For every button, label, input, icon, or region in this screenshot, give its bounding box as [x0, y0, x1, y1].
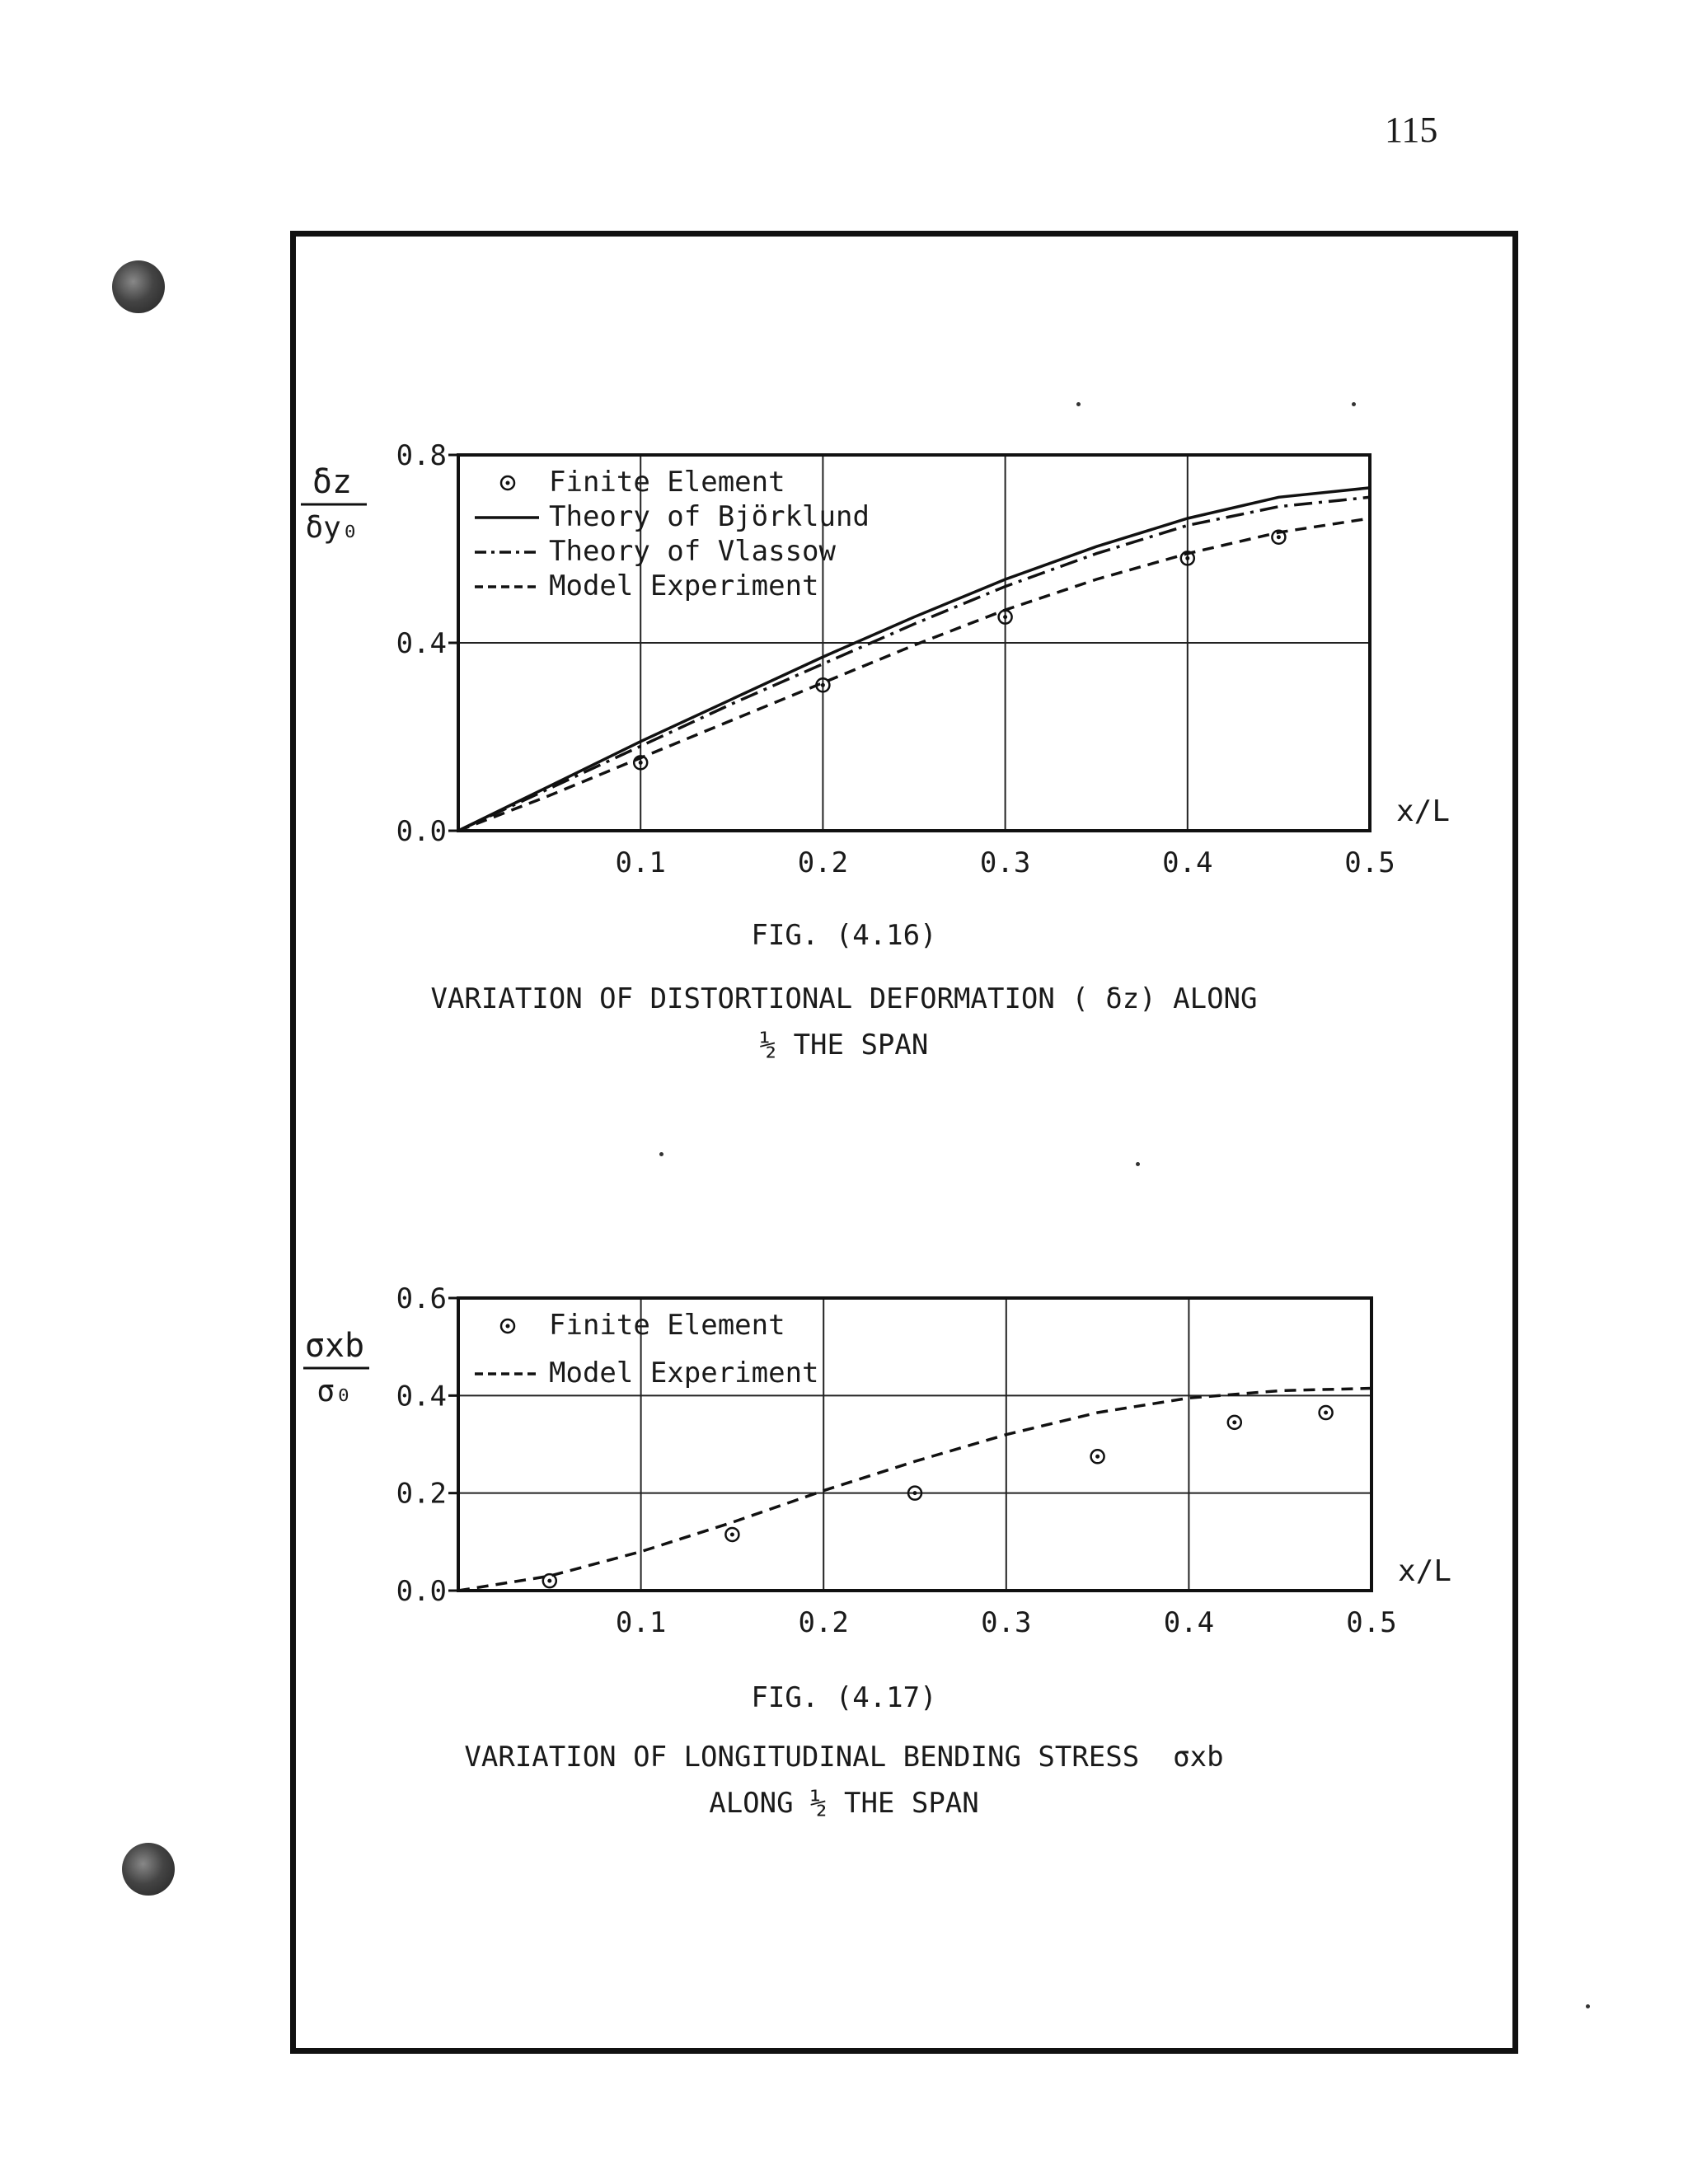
x-tick-label: 0.2: [798, 1606, 849, 1639]
y-tick-label: 0.4: [396, 1380, 447, 1413]
y-tick-label: 0.0: [396, 1575, 447, 1608]
fig-4-16-label: FIG. (4.16): [751, 919, 937, 952]
x-tick-label: 0.3: [979, 846, 1031, 879]
fig-4-17-label: FIG. (4.17): [751, 1681, 937, 1714]
legend-label: Theory of Björklund: [549, 500, 870, 533]
page-number: 115: [1385, 110, 1438, 150]
finite-element-point-center: [913, 1491, 917, 1495]
legend-label: Finite Element: [549, 466, 785, 499]
legend-marker-center: [506, 1324, 510, 1329]
finite-element-point-center: [1232, 1420, 1236, 1424]
y-tick-label: 0.0: [396, 815, 447, 848]
x-tick-label: 0.5: [1344, 846, 1395, 879]
x-axis-label: x/L: [1396, 794, 1451, 828]
legend-label: Finite Element: [549, 1309, 785, 1342]
finite-element-point-center: [1324, 1411, 1328, 1415]
y-tick-label: 0.4: [396, 627, 447, 660]
x-tick-label: 0.4: [1162, 846, 1213, 879]
x-axis-label: x/L: [1398, 1554, 1452, 1588]
y-tick-label: 0.2: [396, 1477, 447, 1511]
y-tick-label: 0.8: [396, 439, 447, 472]
speck: [1586, 2004, 1590, 2008]
x-tick-label: 0.1: [615, 1606, 667, 1639]
y-axis-label-denominator: σ₀: [316, 1375, 353, 1408]
fig-4-17-caption: VARIATION OF LONGITUDINAL BENDING STRESS σxb: [464, 1741, 1224, 1774]
fig-4-16-caption: VARIATION OF DISTORTIONAL DEFORMATION ( δz) ALONG: [430, 982, 1258, 1015]
series-line-model-experiment: [458, 1389, 1372, 1591]
y-tick-label: 0.6: [396, 1282, 447, 1315]
x-tick-label: 0.5: [1346, 1606, 1397, 1639]
finite-element-point-center: [730, 1532, 734, 1536]
x-tick-label: 0.4: [1163, 1606, 1215, 1639]
x-tick-label: 0.3: [981, 1606, 1032, 1639]
finite-element-point-center: [1095, 1455, 1100, 1459]
y-axis-label-numerator: σxb: [304, 1327, 365, 1365]
legend-label: Model Experiment: [549, 1357, 819, 1390]
y-axis-label-denominator: δy₀: [305, 511, 359, 545]
plot-frame: [458, 1298, 1372, 1591]
finite-element-point-center: [547, 1579, 551, 1583]
punch-hole-bottom: [122, 1843, 175, 1896]
legend-label: Model Experiment: [549, 569, 819, 602]
fig-4-17-caption-line2: ALONG ½ THE SPAN: [709, 1787, 979, 1820]
y-axis-label-numerator: δz: [312, 463, 353, 501]
fig-4-16-caption-line2: ½ THE SPAN: [759, 1029, 929, 1062]
x-tick-label: 0.1: [615, 846, 666, 879]
x-tick-label: 0.2: [797, 846, 849, 879]
legend-label: Theory of Vlassow: [549, 535, 836, 568]
